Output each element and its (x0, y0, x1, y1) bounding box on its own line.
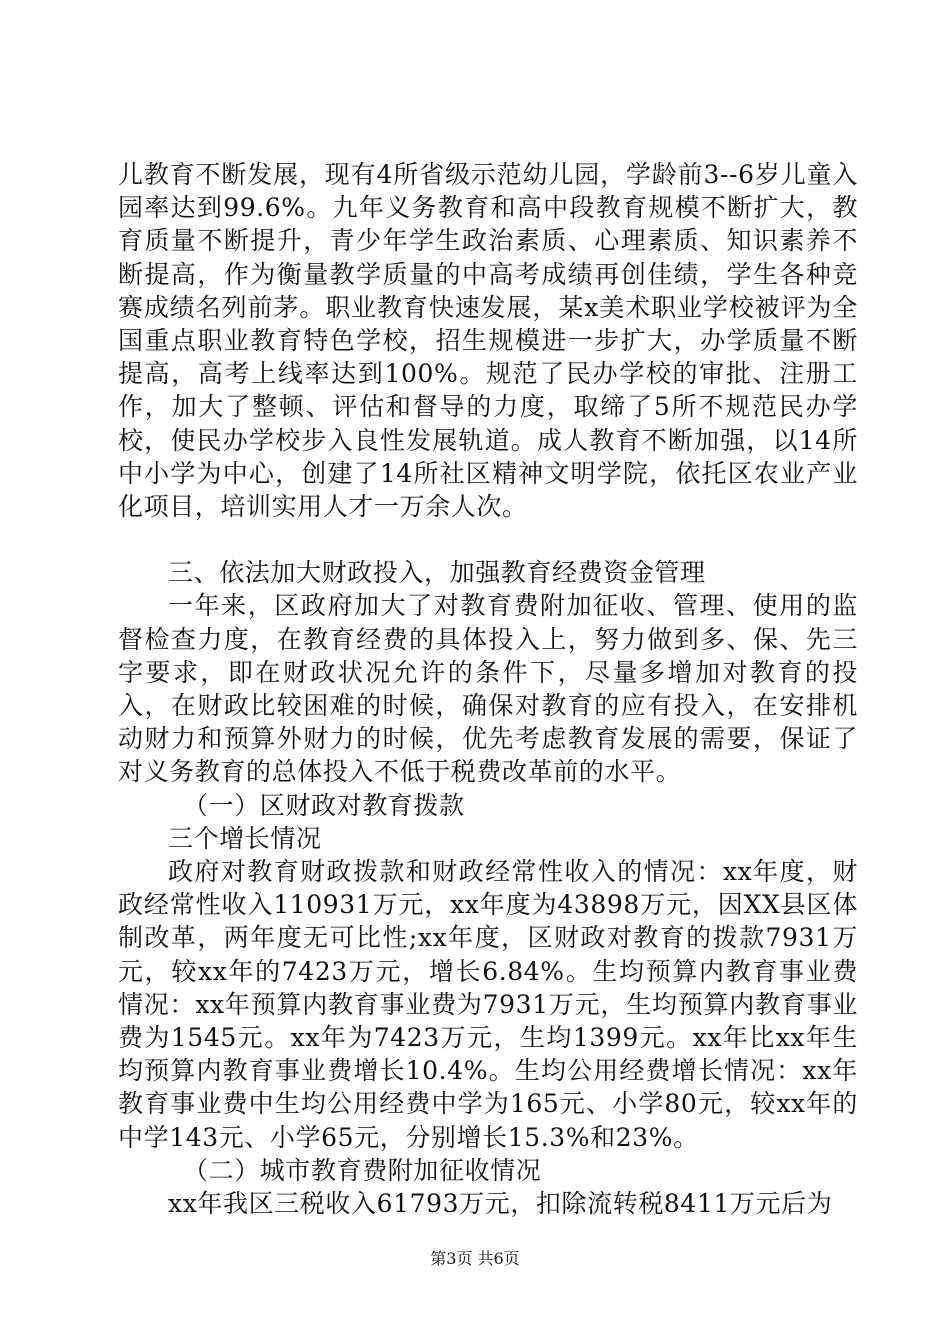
paragraph-tax-income: xx年我区三税收入61793万元，扣除流转税8411万元后为 (168, 1189, 833, 1219)
paragraph-allocation-details: 政府对教育财政拨款和财政经常性收入的情况：xx年度，财政经常性收入110931万元，xx年度为43898万元，因XX县区体制改革，两年度无可比性;xx年度，区财政对教育的拨款7931万元，较xx年的7423万元，增长6.84%。生均预算内教育事业费情况：xx年预算内教育事业费为7931万元，生均预算内教育事业费为1545元。xx年为7423万元，生均1399元。xx年比xx年生均预算内教育事业费增长10.4%。生均公用经费增长情况：xx年教育事业费中生均公用经费中学为165元、小学80元，较xx年的中学143元、小学65元，分别增长15.3%和23%。 (118, 857, 858, 1152)
subheading-district-allocation: （一）区财政对教育拨款 (183, 790, 465, 820)
page-footer: 第3页 共6页 (430, 1249, 520, 1268)
subheading-education-surcharge: （二）城市教育费附加征收情况 (183, 1155, 542, 1185)
section-heading-finance: 三、依法加大财政投入，加强教育经费资金管理 (168, 558, 706, 588)
document-body (118, 158, 858, 1220)
subheading-three-growth: 三个增长情况 (168, 823, 322, 853)
paragraph-preschool-education: 儿教育不断发展，现有4所省级示范幼儿园，学龄前3--6岁儿童入园率达到99.6%。九年义务教育和高中段教育规模不断扩大，教育质量不断提升，青少年学生政治素质、心理素质、知识素养不断提高，作为衡量教学质量的中高考成绩再创佳绩，学生各种竞赛成绩名列前茅。职业教育快速发展，某x美术职业学校被评为全国重点职业教育特色学校，招生规模进一步扩大，办学质量不断提高，高考上线率达到100%。规范了民办学校的审批、注册工作，加大了整顿、评估和督导的力度，取缔了5所不规范民办学校，使民办学校步入良性发展轨道。成人教育不断加强，以14所中小学为中心，创建了14所社区精神文明学院，依托区农业产业化项目，培训实用人才一万余人次。 (118, 160, 858, 522)
paragraph-finance-investment: 一年来，区政府加大了对教育费附加征收、管理、使用的监督检查力度，在教育经费的具体投入上，努力做到多、保、先三字要求，即在财政状况允许的条件下，尽量多增加对教育的投入，在财政比较困难的时候，确保对教育的应有投入，在安排机动财力和预算外财力的时候，优先考虑教育发展的需要，保证了对义务教育的总体投入不低于税费改革前的水平。 (118, 591, 858, 787)
